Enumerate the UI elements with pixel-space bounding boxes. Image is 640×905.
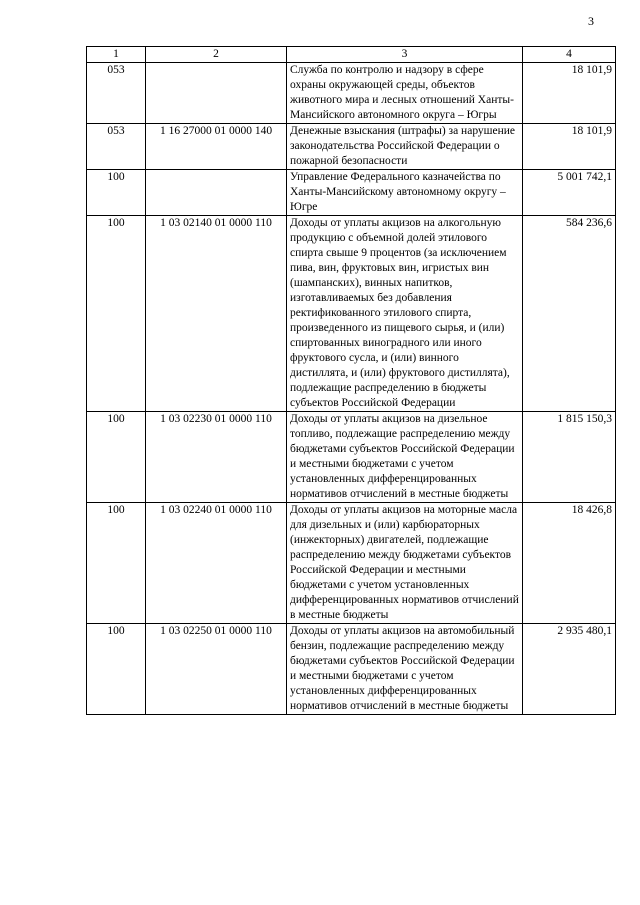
table-row [87, 412, 616, 503]
table-row [87, 124, 616, 170]
kbk-cell [146, 63, 287, 124]
amount-cell: 18 101,9 [523, 124, 616, 170]
name-cell: Доходы от уплаты акцизов на автомобильный бензин, подлежащие распределению между бюджетами субъектов Российской Федерации и местными бюджетами с учетом установленных дифференцированных нормативов отчислений в местные бюджеты [287, 624, 523, 715]
amount-cell: 18 426,8 [523, 503, 616, 624]
column-header-3: 3 [287, 47, 523, 63]
table-row [87, 624, 616, 715]
admin-code-cell: 100 [87, 412, 146, 503]
kbk-cell: 1 03 02230 01 0000 110 [146, 412, 287, 503]
revenue-table [86, 46, 616, 715]
amount-cell: 2 935 480,1 [523, 624, 616, 715]
admin-code-cell: 053 [87, 63, 146, 124]
amount-cell: 18 101,9 [523, 63, 616, 124]
admin-code-cell: 100 [87, 624, 146, 715]
column-header-4: 4 [523, 47, 616, 63]
admin-code-cell: 053 [87, 124, 146, 170]
table-row [87, 503, 616, 624]
kbk-cell: 1 03 02250 01 0000 110 [146, 624, 287, 715]
name-cell: Служба по контролю и надзору в сфере охраны окружающей среды, объектов животного мира и лесных отношений Ханты-Мансийского автономного округа – Югры [287, 63, 523, 124]
table-header [87, 47, 616, 63]
table-row [87, 216, 616, 412]
table-row [87, 170, 616, 216]
amount-cell: 584 236,6 [523, 216, 616, 412]
kbk-cell: 1 03 02140 01 0000 110 [146, 216, 287, 412]
name-cell: Управление Федерального казначейства по Ханты-Мансийскому автономному округу – Югре [287, 170, 523, 216]
amount-cell: 5 001 742,1 [523, 170, 616, 216]
header-row [87, 47, 616, 63]
table-body [87, 63, 616, 715]
admin-code-cell: 100 [87, 216, 146, 412]
admin-code-cell: 100 [87, 170, 146, 216]
kbk-cell: 1 03 02240 01 0000 110 [146, 503, 287, 624]
column-header-2: 2 [146, 47, 287, 63]
amount-cell: 1 815 150,3 [523, 412, 616, 503]
column-header-1: 1 [87, 47, 146, 63]
name-cell: Доходы от уплаты акцизов на дизельное топливо, подлежащие распределению между бюджетами субъектов Российской Федерации и местными бюджетами с учетом установленных дифференцированных нормативов отчислений в местные бюджеты [287, 412, 523, 503]
kbk-cell: 1 16 27000 01 0000 140 [146, 124, 287, 170]
kbk-cell [146, 170, 287, 216]
admin-code-cell: 100 [87, 503, 146, 624]
table-row [87, 63, 616, 124]
name-cell: Доходы от уплаты акцизов на алкогольную продукцию с объемной долей этилового спирта свыше 9 процентов (за исключением пива, вин, фруктовых вин, игристых вин (шампанских), винных напитков, изготавливаемых без добавления ректификованного этилового спирта, произведенного из пищевого сырья, и (или) спиртованных виноградного или иного фруктового сусла, и (или) винного дистиллята, и (или) фруктового дистиллята), подлежащие распределению в бюджеты субъектов Российской Федерации [287, 216, 523, 412]
name-cell: Денежные взыскания (штрафы) за нарушение законодательства Российской Федерации о пожарной безопасности [287, 124, 523, 170]
page-number: 3 [588, 14, 594, 28]
name-cell: Доходы от уплаты акцизов на моторные масла для дизельных и (или) карбюраторных (инжекторных) двигателей, подлежащие распределению между бюджетами субъектов Российской Федерации и местными бюджетами с учетом установленных дифференцированных нормативов отчислений в местные бюджеты [287, 503, 523, 624]
